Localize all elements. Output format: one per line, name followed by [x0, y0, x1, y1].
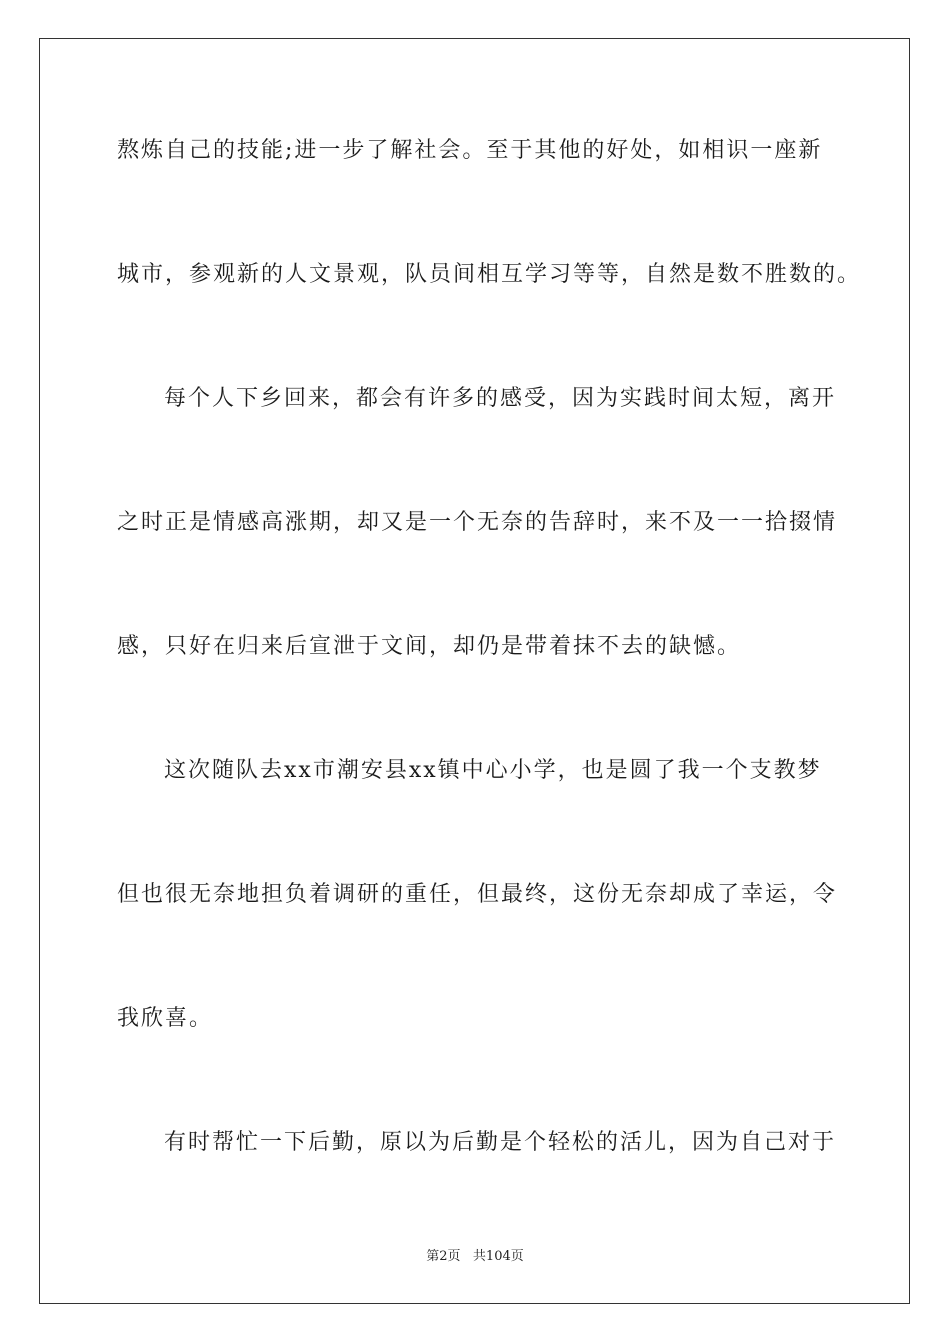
text-line-2: 城市，参观新的人文景观，队员间相互学习等等，自然是数不胜数的。 — [117, 262, 862, 287]
text-line-5: 感，只好在归来后宣泄于文间，却仍是带着抹不去的缺憾。 — [117, 634, 742, 659]
text-line-8: 我欣喜。 — [117, 1006, 214, 1031]
text-line-3: 每个人下乡回来，都会有许多的感受，因为实践时间太短，离开 — [164, 386, 837, 411]
text-line-4: 之时正是情感高涨期，却又是一个无奈的告辞时，来不及一一拾掇情 — [117, 510, 838, 535]
page-number-footer: 第2页 共104页 — [426, 1249, 524, 1264]
text-line-9: 有时帮忙一下后勤，原以为后勤是个轻松的活儿，因为自己对于 — [164, 1130, 837, 1155]
text-line-1: 熬炼自己的技能;进一步了解社会。至于其他的好处，如相识一座新 — [117, 138, 823, 163]
page-border — [39, 38, 910, 1304]
text-line-7: 但也很无奈地担负着调研的重任，但最终，这份无奈却成了幸运，令 — [117, 882, 838, 907]
text-line-6: 这次随队去xx市潮安县xx镇中心小学，也是圆了我一个支教梦 — [164, 758, 822, 783]
